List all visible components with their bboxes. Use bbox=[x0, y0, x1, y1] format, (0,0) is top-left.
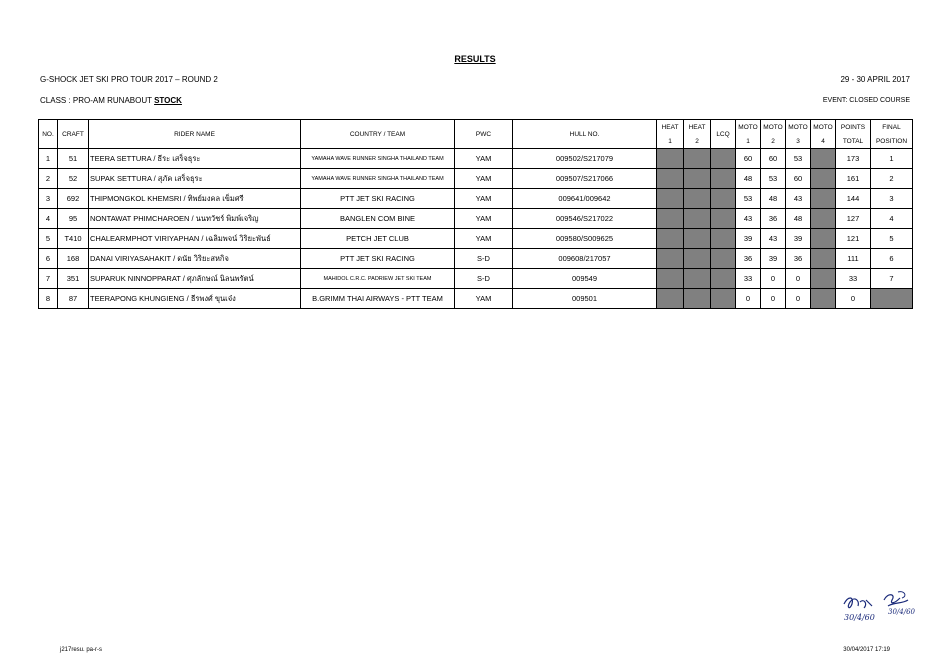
cell-country-team: B.GRIMM THAI AIRWAYS - PTT TEAM bbox=[301, 289, 455, 309]
cell-lcq bbox=[711, 249, 736, 269]
cell-pwc: YAM bbox=[455, 169, 513, 189]
cell-moto-2: 0 bbox=[761, 269, 786, 289]
cell-craft: 168 bbox=[58, 249, 89, 269]
cell-hull-no: 009507/S217066 bbox=[513, 169, 657, 189]
col-heat-1: HEAT bbox=[657, 120, 684, 135]
col-moto-3: MOTO bbox=[786, 120, 811, 135]
cell-country-team: PETCH JET CLUB bbox=[301, 229, 455, 249]
signature-date-left: 30/4/60 bbox=[844, 613, 875, 622]
table-row bbox=[39, 149, 913, 169]
col-country-team: COUNTRY / TEAM bbox=[301, 120, 455, 149]
cell-rider-name: TEERAPONG KHUNGIENG / ธีรพงศ์ ขุนเจ๋ง bbox=[89, 289, 301, 309]
cell-heat-1 bbox=[657, 209, 684, 229]
cell-lcq bbox=[711, 229, 736, 249]
cell-moto-2: 36 bbox=[761, 209, 786, 229]
cell-heat-2 bbox=[684, 289, 711, 309]
cell-points-total: 33 bbox=[836, 269, 871, 289]
col-moto-3-num: 3 bbox=[786, 134, 811, 149]
cell-heat-2 bbox=[684, 189, 711, 209]
cell-heat-1 bbox=[657, 189, 684, 209]
cell-heat-2 bbox=[684, 169, 711, 189]
cell-heat-1 bbox=[657, 169, 684, 189]
cell-moto-3: 0 bbox=[786, 289, 811, 309]
cell-moto-1: 48 bbox=[736, 169, 761, 189]
cell-moto-2: 43 bbox=[761, 229, 786, 249]
cell-no: 3 bbox=[39, 189, 58, 209]
cell-country-team: PTT JET SKI RACING bbox=[301, 189, 455, 209]
cell-no: 2 bbox=[39, 169, 58, 189]
cell-pwc: YAM bbox=[455, 149, 513, 169]
cell-pwc: S-D bbox=[455, 269, 513, 289]
cell-no: 6 bbox=[39, 249, 58, 269]
cell-moto-1: 60 bbox=[736, 149, 761, 169]
cell-heat-1 bbox=[657, 289, 684, 309]
event-dates: 29 - 30 APRIL 2017 bbox=[840, 75, 910, 84]
col-pwc: PWC bbox=[455, 120, 513, 149]
cell-points-total: 144 bbox=[836, 189, 871, 209]
table-row bbox=[39, 229, 913, 249]
cell-no: 5 bbox=[39, 229, 58, 249]
cell-final-position bbox=[871, 289, 913, 309]
cell-heat-2 bbox=[684, 149, 711, 169]
cell-hull-no: 009502/S217079 bbox=[513, 149, 657, 169]
cell-moto-4 bbox=[811, 189, 836, 209]
cell-no: 8 bbox=[39, 289, 58, 309]
cell-rider-name: SUPARUK NINNOPPARAT / ศุภลักษณ์ นิลนพรัตน์ bbox=[89, 269, 301, 289]
col-lcq: LCQ bbox=[711, 120, 736, 149]
cell-moto-3: 60 bbox=[786, 169, 811, 189]
results-body bbox=[39, 149, 913, 309]
cell-pwc: YAM bbox=[455, 289, 513, 309]
col-moto-4: MOTO bbox=[811, 120, 836, 135]
col-heat-2-num: 2 bbox=[684, 134, 711, 149]
cell-lcq bbox=[711, 269, 736, 289]
cell-lcq bbox=[711, 289, 736, 309]
cell-pwc: YAM bbox=[455, 209, 513, 229]
cell-moto-3: 36 bbox=[786, 249, 811, 269]
cell-rider-name: DANAI VIRIYASAHAKIT / ดนัย วิริยะสหกิจ bbox=[89, 249, 301, 269]
col-moto-2-num: 2 bbox=[761, 134, 786, 149]
cell-moto-3: 48 bbox=[786, 209, 811, 229]
cell-craft: 692 bbox=[58, 189, 89, 209]
cell-heat-2 bbox=[684, 269, 711, 289]
cell-heat-1 bbox=[657, 249, 684, 269]
official-signature bbox=[838, 586, 918, 626]
cell-moto-3: 43 bbox=[786, 189, 811, 209]
cell-pwc: YAM bbox=[455, 229, 513, 249]
table-row bbox=[39, 189, 913, 209]
cell-pwc: S-D bbox=[455, 249, 513, 269]
cell-country-team: MAHIDOL C.R.C. PADRIEW JET SKI TEAM bbox=[301, 269, 455, 289]
cell-craft: T410 bbox=[58, 229, 89, 249]
cell-country-team: BANGLEN COM BINE bbox=[301, 209, 455, 229]
col-hull-no: HULL NO. bbox=[513, 120, 657, 149]
cell-moto-4 bbox=[811, 229, 836, 249]
table-row bbox=[39, 249, 913, 269]
class-line bbox=[40, 96, 182, 105]
cell-country-team: YAMAHA WAVE RUNNER SINGHA THAILAND TEAM bbox=[301, 169, 455, 189]
cell-points-total: 0 bbox=[836, 289, 871, 309]
cell-craft: 95 bbox=[58, 209, 89, 229]
col-moto-2: MOTO bbox=[761, 120, 786, 135]
cell-moto-1: 36 bbox=[736, 249, 761, 269]
cell-moto-4 bbox=[811, 209, 836, 229]
cell-moto-1: 33 bbox=[736, 269, 761, 289]
cell-moto-1: 0 bbox=[736, 289, 761, 309]
cell-heat-2 bbox=[684, 249, 711, 269]
cell-hull-no: 009549 bbox=[513, 269, 657, 289]
cell-rider-name: TEERA SETTURA / ธีระ เสร็จธุระ bbox=[89, 149, 301, 169]
cell-no: 7 bbox=[39, 269, 58, 289]
cell-rider-name: CHALEARMPHOT VIRIYAPHAN / เฉลิมพจน์ วิริยะพันธ์ bbox=[89, 229, 301, 249]
cell-heat-2 bbox=[684, 229, 711, 249]
signature-date-right: 30/4/60 bbox=[888, 608, 915, 616]
cell-final-position: 1 bbox=[871, 149, 913, 169]
cell-hull-no: 009501 bbox=[513, 289, 657, 309]
results-table bbox=[38, 119, 913, 309]
col-points: POINTS bbox=[836, 120, 871, 135]
cell-moto-4 bbox=[811, 269, 836, 289]
cell-moto-1: 53 bbox=[736, 189, 761, 209]
cell-lcq bbox=[711, 189, 736, 209]
cell-country-team: PTT JET SKI RACING bbox=[301, 249, 455, 269]
cell-moto-4 bbox=[811, 169, 836, 189]
table-row bbox=[39, 169, 913, 189]
cell-heat-1 bbox=[657, 229, 684, 249]
col-moto-4-num: 4 bbox=[811, 134, 836, 149]
cell-final-position: 7 bbox=[871, 269, 913, 289]
cell-hull-no: 009641/009642 bbox=[513, 189, 657, 209]
cell-heat-1 bbox=[657, 269, 684, 289]
cell-final-position: 5 bbox=[871, 229, 913, 249]
cell-lcq bbox=[711, 149, 736, 169]
col-heat-1-num: 1 bbox=[657, 134, 684, 149]
cell-country-team: YAMAHA WAVE RUNNER SINGHA THAILAND TEAM bbox=[301, 149, 455, 169]
footer-timestamp: 30/04/2017 17:19 bbox=[843, 647, 890, 653]
col-rider-name: RIDER NAME bbox=[89, 120, 301, 149]
cell-no: 4 bbox=[39, 209, 58, 229]
cell-craft: 87 bbox=[58, 289, 89, 309]
cell-final-position: 3 bbox=[871, 189, 913, 209]
table-row bbox=[39, 209, 913, 229]
cell-moto-2: 48 bbox=[761, 189, 786, 209]
cell-moto-3: 39 bbox=[786, 229, 811, 249]
cell-points-total: 127 bbox=[836, 209, 871, 229]
cell-moto-1: 39 bbox=[736, 229, 761, 249]
cell-heat-1 bbox=[657, 149, 684, 169]
results-title: RESULTS bbox=[454, 54, 496, 64]
cell-final-position: 6 bbox=[871, 249, 913, 269]
cell-heat-2 bbox=[684, 209, 711, 229]
cell-points-total: 173 bbox=[836, 149, 871, 169]
cell-moto-4 bbox=[811, 289, 836, 309]
cell-hull-no: 009546/S217022 bbox=[513, 209, 657, 229]
col-final-position: POSITION bbox=[871, 134, 913, 149]
col-heat-2: HEAT bbox=[684, 120, 711, 135]
cell-craft: 52 bbox=[58, 169, 89, 189]
cell-craft: 351 bbox=[58, 269, 89, 289]
col-craft: CRAFT bbox=[58, 120, 89, 149]
col-points-total: TOTAL bbox=[836, 134, 871, 149]
cell-rider-name: THIPMONGKOL KHEMSRI / ทิพย์มงคล เข็มศรี bbox=[89, 189, 301, 209]
col-final: FINAL bbox=[871, 120, 913, 135]
cell-lcq bbox=[711, 169, 736, 189]
cell-pwc: YAM bbox=[455, 189, 513, 209]
table-row bbox=[39, 269, 913, 289]
cell-hull-no: 009608/217057 bbox=[513, 249, 657, 269]
cell-rider-name: SUPAK SETTURA / สุภัค เสร็จธุระ bbox=[89, 169, 301, 189]
cell-moto-2: 39 bbox=[761, 249, 786, 269]
cell-final-position: 4 bbox=[871, 209, 913, 229]
event-name: G-SHOCK JET SKI PRO TOUR 2017 – ROUND 2 bbox=[40, 75, 218, 84]
footer-file-ref: j217resu. pa-r-s bbox=[60, 647, 103, 653]
col-no: NO. bbox=[39, 120, 58, 149]
cell-rider-name: NONTAWAT PHIMCHAROEN / นนทวัชร์ พิมพ์เจริญ bbox=[89, 209, 301, 229]
cell-moto-2: 53 bbox=[761, 169, 786, 189]
cell-moto-3: 53 bbox=[786, 149, 811, 169]
cell-points-total: 161 bbox=[836, 169, 871, 189]
cell-moto-1: 43 bbox=[736, 209, 761, 229]
cell-moto-4 bbox=[811, 149, 836, 169]
cell-craft: 51 bbox=[58, 149, 89, 169]
cell-lcq bbox=[711, 209, 736, 229]
cell-moto-4 bbox=[811, 249, 836, 269]
cell-hull-no: 009580/S009625 bbox=[513, 229, 657, 249]
class-stock: STOCK bbox=[154, 96, 182, 105]
col-moto-1-num: 1 bbox=[736, 134, 761, 149]
cell-final-position: 2 bbox=[871, 169, 913, 189]
cell-moto-2: 60 bbox=[761, 149, 786, 169]
table-row bbox=[39, 289, 913, 309]
event-type: EVENT: CLOSED COURSE bbox=[822, 97, 910, 104]
cell-no: 1 bbox=[39, 149, 58, 169]
cell-moto-3: 0 bbox=[786, 269, 811, 289]
cell-points-total: 111 bbox=[836, 249, 871, 269]
col-moto-1: MOTO bbox=[736, 120, 761, 135]
cell-moto-2: 0 bbox=[761, 289, 786, 309]
class-label: CLASS : PRO-AM RUNABOUT bbox=[40, 96, 155, 105]
cell-points-total: 121 bbox=[836, 229, 871, 249]
